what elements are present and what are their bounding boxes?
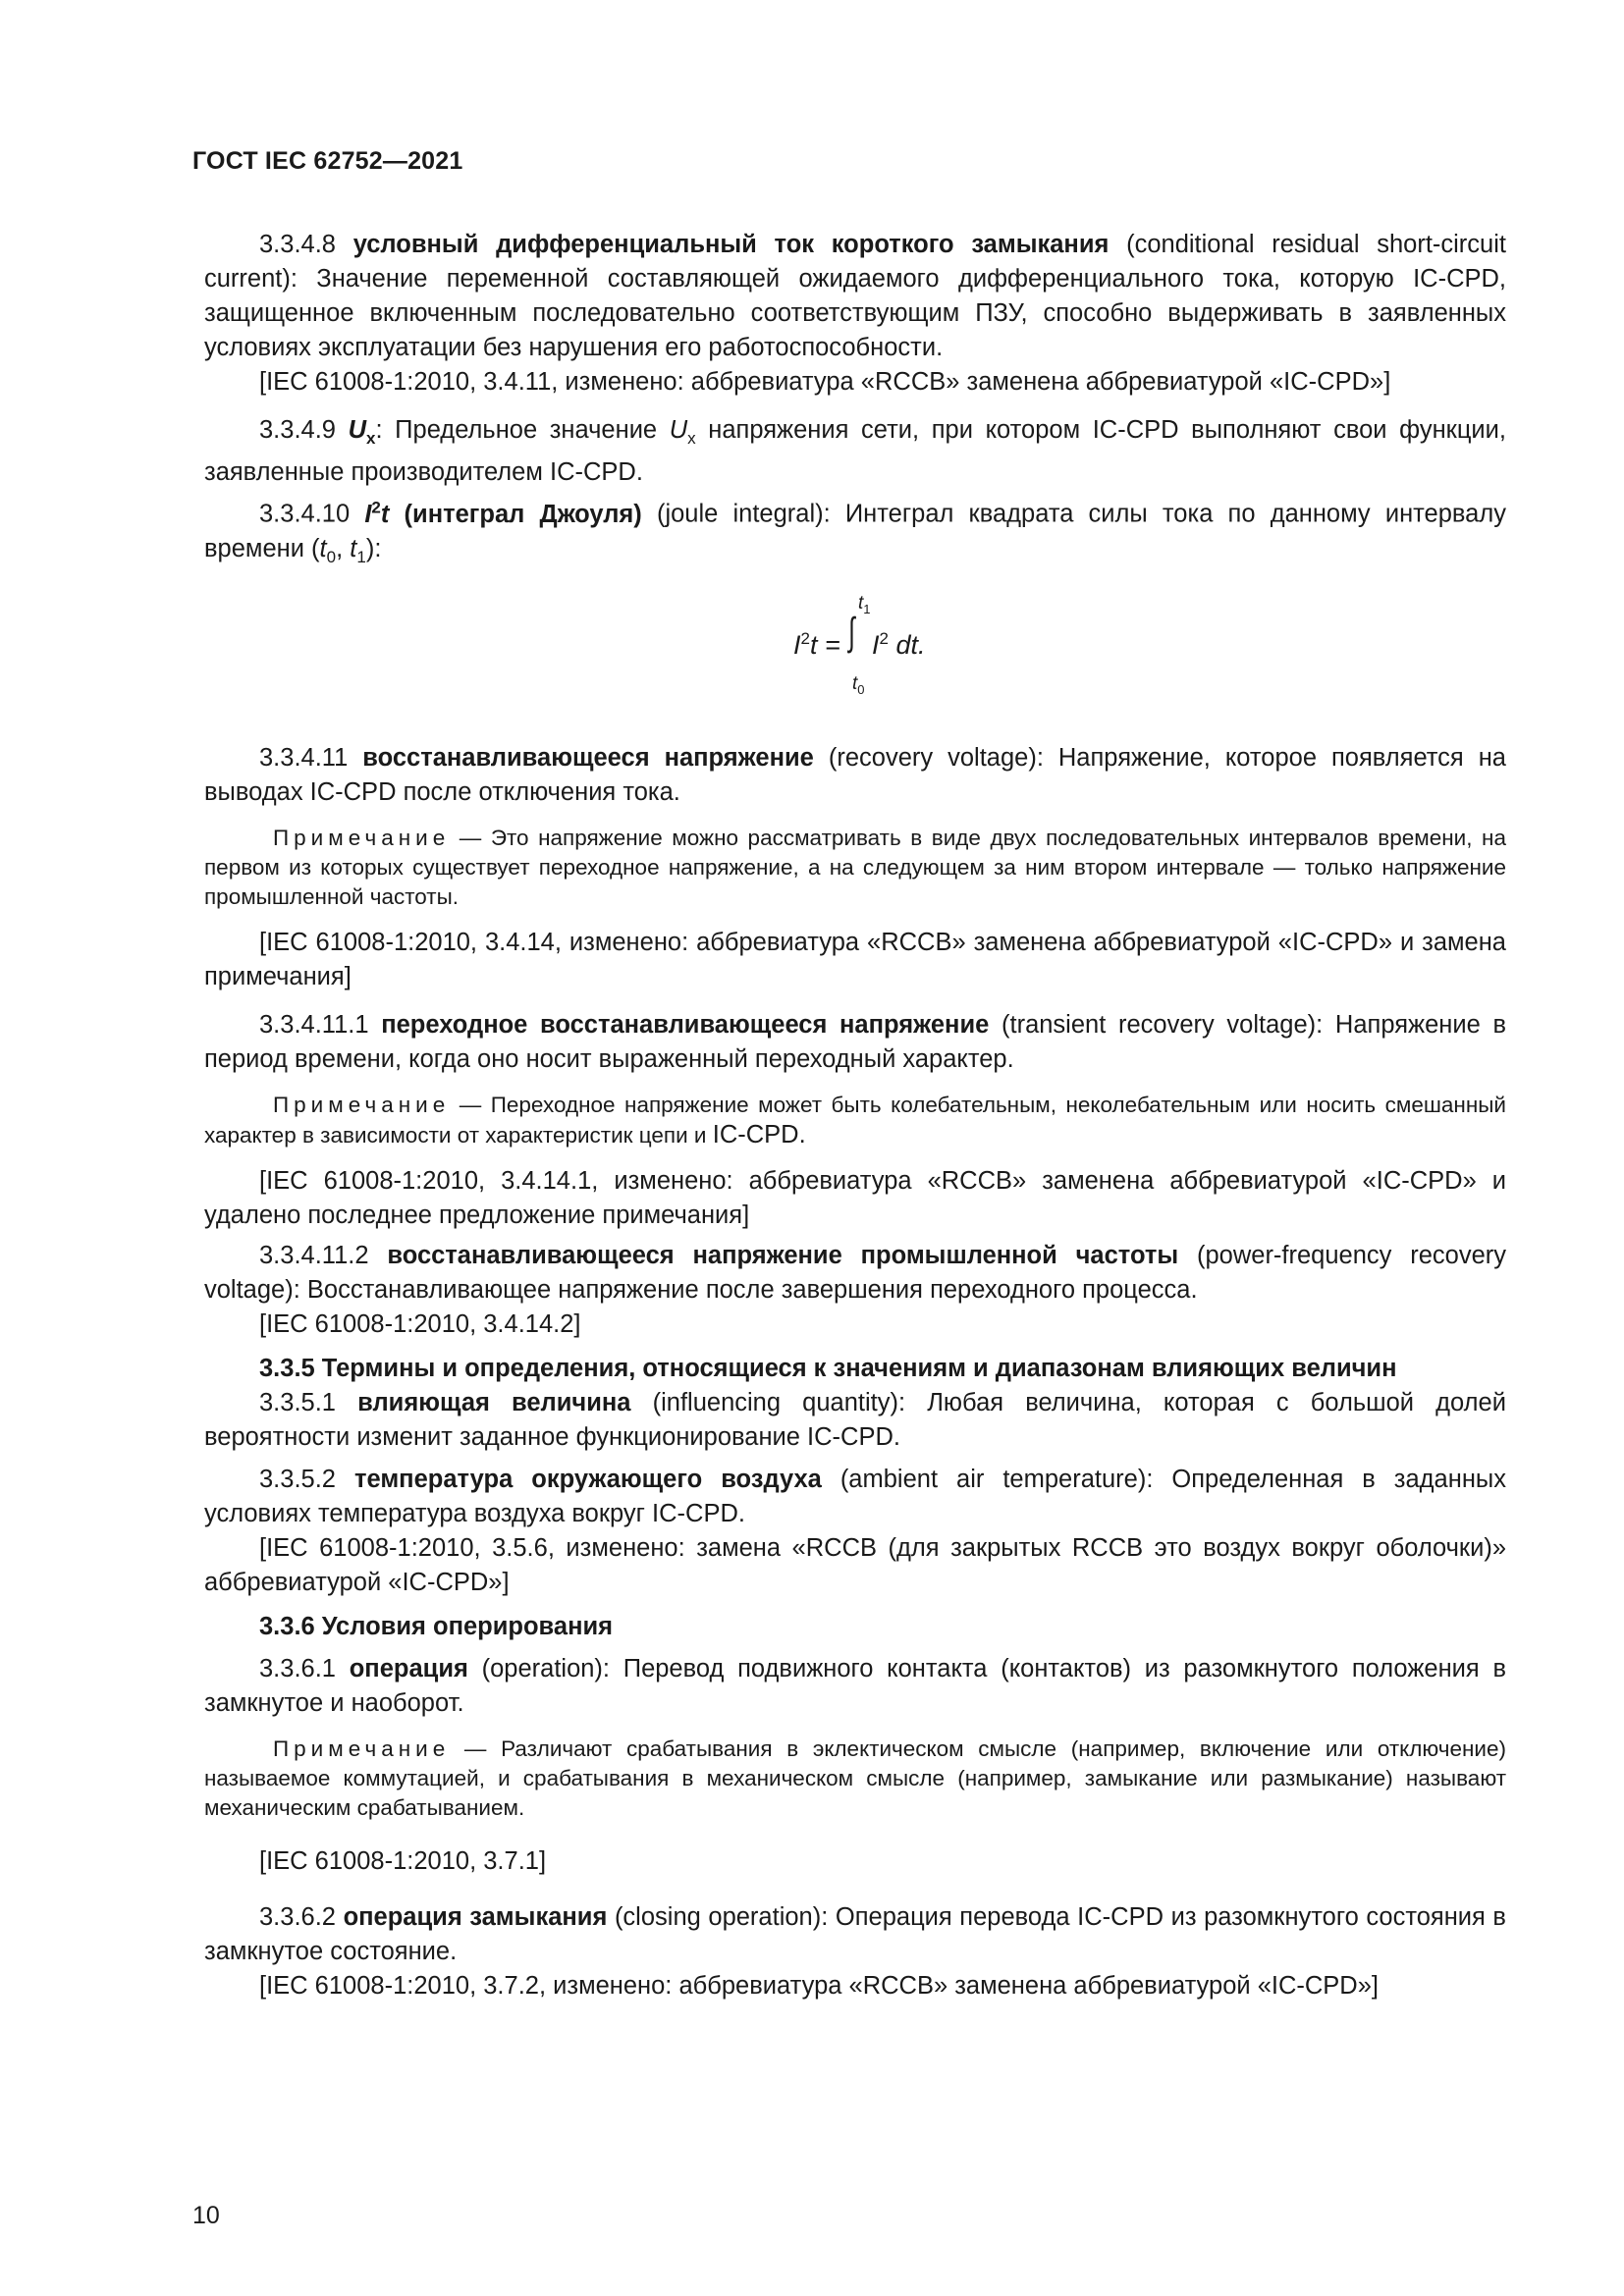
term-3-3-4-10	[204, 490, 1506, 574]
inline-symbol: t	[319, 534, 327, 562]
term-3-3-6-1	[204, 1652, 1506, 1721]
page-number: 10	[192, 2202, 220, 2229]
term-definition: (ambient air temperature): Определенная в заданных условиях температура воздуха вокруг IC-CPD.	[204, 1465, 1506, 1527]
document-header: ГОСТ IEC 62752—2021	[192, 147, 463, 175]
term-definition: (power-frequency recovery voltage): Восстанавливающее напряжение после завершения переходного процесса.	[204, 1241, 1507, 1304]
term-3-3-4-8	[204, 228, 1506, 365]
section-heading-3-3-6: 3.3.6 Условия оперирования	[259, 1612, 614, 1640]
note	[204, 824, 1506, 912]
term-3-3-4-11-1	[204, 1008, 1506, 1077]
note-text-tail: IC-CPD.	[712, 1120, 806, 1148]
note-text: — Переходное напряжение может быть колебательным, неколебательным или носить смешанный характер в зависимости от характеристик цепи и	[204, 1092, 1506, 1148]
term-name: переходное восстанавливающееся напряжение	[381, 1010, 990, 1039]
source-reference: [IEC 61008-1:2010, 3.4.14.2]	[259, 1309, 581, 1338]
note-label: Примечание	[273, 1735, 451, 1761]
source-reference: [IEC 61008-1:2010, 3.4.14, изменено: аббревиатура «RCCB» заменена аббревиатурой «IC-CPD» и замена примечания]	[204, 928, 1506, 990]
term-name: влияющая величина	[357, 1388, 631, 1416]
term-number: 3.3.4.10	[259, 500, 365, 528]
section-heading-3-3-5: 3.3.5 Термины и определения, относящиеся к значениям и диапазонам влияющих величин	[259, 1354, 1397, 1382]
term-number: 3.3.4.11.1	[259, 1010, 382, 1039]
source-reference: [IEC 61008-1:2010, 3.4.14.1, изменено: аббревиатура «RCCB» заменена аббревиатурой «IC-CPD» и удалено последнее предложение примечания]	[204, 1166, 1506, 1229]
note-text: — Это напряжение можно рассматривать в виде двух последовательных интервалов времени, на первом из которых существует переходное напряжение, а на следующем за ним втором интервале — только напряжение промышленной частоты.	[204, 825, 1506, 909]
term-3-3-5-2	[204, 1463, 1506, 1531]
source-reference: [IEC 61008-1:2010, 3.5.6, изменено: замена «RCCB (для закрытых RCCB это воздух вокруг оболочки)» аббревиатурой «IC-CPD»]	[204, 1533, 1506, 1596]
term-definition: (influencing quantity): Любая величина, которая с большой долей вероятности изменит заданное функционирование IC-CPD.	[204, 1388, 1506, 1451]
term-definition: (conditional residual short-circuit current): Значение переменной составляющей ожидаемого дифференциального тока, которую IC-CPD, защищенное включенным последовательно соответствующим ПЗУ, способно выдерживать в заявленных условиях эксплуатации без нарушения его работоспособности.	[204, 231, 1506, 361]
term-symbol-subscript: x	[366, 429, 376, 449]
term-definition: (transient recovery voltage): Напряжение в период времени, когда оно носит выраженный переходный характер.	[204, 1010, 1506, 1073]
note	[204, 1735, 1506, 1823]
term-symbol-t: t	[380, 500, 390, 528]
integral-lower-limit: $t_0$	[852, 672, 865, 697]
term-number: 3.3.4.11.2	[259, 1241, 388, 1269]
term-number: 3.3.4.8	[259, 231, 353, 258]
term-name: восстанавливающееся напряжение промышленной частоты	[387, 1241, 1179, 1269]
term-symbol-superscript: 2	[371, 498, 381, 517]
note-text: — Различают срабатывания в эклектическом смысле (например, включение или отключение) называемое коммутацией, и срабатывания в механическом смысле (например, замыкание или размыкание) называют механическим срабатыванием.	[204, 1735, 1506, 1820]
separator: ,	[336, 534, 351, 562]
term-3-3-4-9	[204, 413, 1506, 490]
term-number: 3.3.4.9	[259, 416, 349, 444]
term-symbol: I	[364, 500, 372, 528]
term-name: операция	[349, 1654, 468, 1682]
term-3-3-4-11-2	[204, 1239, 1506, 1308]
term-number: 3.3.6.2	[259, 1902, 344, 1931]
inline-subscript: 0	[326, 547, 337, 566]
note	[204, 1091, 1506, 1150]
document-body	[204, 228, 1506, 2003]
term-3-3-4-11	[204, 741, 1506, 810]
term-name: восстанавливающееся напряжение	[362, 743, 814, 772]
term-number: 3.3.4.11	[259, 743, 363, 772]
source-reference: [IEC 61008-1:2010, 3.7.1]	[259, 1846, 547, 1875]
term-name: (интеграл Джоуля)	[389, 500, 642, 528]
term-symbol: U	[348, 416, 367, 444]
integral-upper-limit: $t_1$	[858, 592, 871, 616]
term-name: температура окружающего воздуха	[353, 1465, 822, 1493]
term-3-3-6-2	[204, 1900, 1506, 1969]
term-3-3-5-1	[204, 1386, 1506, 1455]
term-definition: (operation): Перевод подвижного контакта (контактов) из разомкнутого положения в замкнутое и наоборот.	[204, 1654, 1506, 1717]
note-label: Примечание	[273, 1092, 451, 1117]
inline-symbol: t	[350, 534, 357, 562]
term-name: операция замыкания	[343, 1902, 608, 1931]
inline-symbol-subscript: x	[687, 429, 696, 449]
note-label: Примечание	[273, 825, 451, 850]
formula-expression: $I^2t$ =	[793, 628, 840, 660]
inline-subscript: 1	[356, 547, 366, 566]
term-definition-end: ):	[365, 534, 382, 562]
term-number: 3.3.6.1	[259, 1654, 350, 1682]
term-number: 3.3.5.1	[259, 1388, 358, 1416]
term-definition: (closing operation): Операция перевода IC-CPD из разомкнутого состояния в замкнутое состояние.	[204, 1902, 1506, 1965]
integral-sign: ∫	[848, 610, 855, 654]
term-definition: : Предельное значение	[375, 416, 670, 444]
joule-integral-formula	[204, 574, 1506, 741]
inline-symbol: U	[669, 416, 688, 444]
term-definition: (recovery voltage): Напряжение, которое появляется на выводах IC-CPD после отключения тока.	[204, 743, 1506, 806]
source-reference: [IEC 61008-1:2010, 3.4.11, изменено: аббревиатура «RCCB» заменена аббревиатурой «IC-CPD»]	[259, 368, 1391, 396]
term-definition-cont: напряжения сети, при котором IC-CPD выполняют свои функции, заявленные производителем IC-CPD.	[204, 416, 1506, 487]
formula-integrand: $I^2$ dt.	[872, 628, 926, 660]
source-reference: [IEC 61008-1:2010, 3.7.2, изменено: аббревиатура «RCCB» заменена аббревиатурой «IC-CPD»]	[259, 1971, 1379, 2000]
term-name: условный дифференциальный ток короткого замыкания	[352, 231, 1110, 258]
term-definition: (joule integral): Интеграл квадрата силы тока по данному интервалу времени (	[204, 500, 1506, 562]
term-number: 3.3.5.2	[259, 1465, 354, 1493]
